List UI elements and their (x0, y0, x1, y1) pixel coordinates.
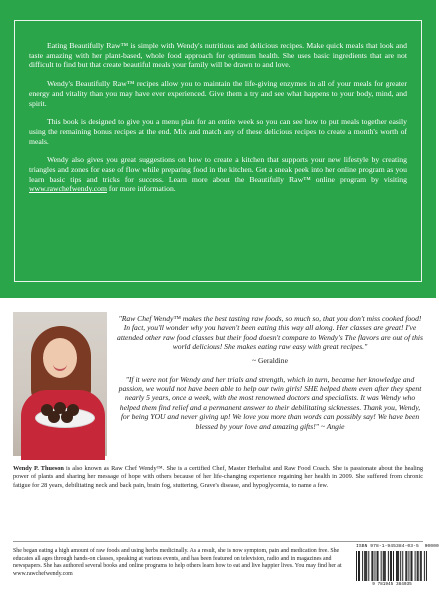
isbn-label (356, 544, 439, 549)
barcode-bar (368, 551, 369, 581)
author-face (43, 338, 77, 378)
barcode-bars (356, 551, 428, 581)
barcode-bar (377, 551, 378, 581)
barcode-bar (424, 551, 425, 581)
truffle-4 (48, 411, 60, 423)
intro-paragraph-4 (29, 155, 407, 194)
price-code: 90000 (424, 544, 439, 549)
intro-paragraph-2: Wendy's Beautifully Raw™ recipes allow you to maintain the life-giving enzymes in all of your meals for greater energy and vitality than you may have ever experienced. Give them a try and see what happens to your body, mind, and spirit. (29, 79, 407, 108)
barcode-bar (391, 551, 392, 581)
barcode-bar (397, 551, 398, 581)
barcode (356, 544, 439, 590)
barcode-bar (375, 551, 376, 581)
barcode-bar (412, 551, 413, 581)
barcode-bar (388, 551, 389, 581)
barcode-bar (359, 551, 360, 581)
barcode-bar (406, 551, 407, 581)
author-photo (13, 312, 107, 456)
barcode-bar (390, 551, 391, 581)
barcode-bar (364, 551, 365, 581)
barcode-bar (384, 551, 385, 581)
barcode-bar (378, 551, 379, 581)
isbn-number: ISBN 978-1-945384-03-5 (356, 544, 419, 549)
barcode-bar (417, 551, 418, 581)
barcode-graphic (356, 551, 428, 581)
barcode-bar (396, 551, 397, 581)
barcode-bar (362, 551, 363, 581)
barcode-bar (398, 551, 399, 581)
barcode-bar (372, 551, 373, 581)
intro-paragraph-1: Eating Beautifully Raw™ is simple with Wendy's nutritious and delicious recipes. Make quick meals that look and taste amazing with her plant-based, whole food approach for optimum health. She uses basic ingredients that are not difficult to find but that create beautiful meals your family will be drawn to and love. (29, 41, 407, 70)
barcode-bar (371, 551, 372, 581)
barcode-bar (420, 551, 421, 581)
barcode-bar (383, 551, 384, 581)
testimonials (117, 314, 423, 431)
barcode-bar (402, 551, 403, 581)
barcode-number: 9 781945 384035 (372, 582, 412, 587)
barcode-bar (415, 551, 416, 581)
barcode-bar (418, 551, 419, 581)
intro-paragraph-4-end: for more information. (106, 184, 176, 194)
barcode-bar (408, 551, 409, 581)
barcode-bar (365, 551, 366, 581)
testimonial-1-quote: "Raw Chef Wendy™ makes the best tasting raw foods, so much so, that you don't miss cooked food! In fact, you'll wonder why you haven't been eating this way all along. Her classes are great! I've attended other raw food classes but their food doesn't compare to Wendy's The flavors are out of this world delicious! She makes eating raw easy with great recipes." (117, 314, 423, 352)
author-bio (13, 465, 423, 490)
barcode-bar (385, 551, 386, 581)
barcode-bar (400, 551, 401, 581)
author-bio-continued: She began eating a high amount of raw foods and using herbs medicinally. As a result, she is now symptom, pain and medication free. She educates all ages through hands-on classes, speaking at various events, and has been featured on television, radio and in magazines and newspapers. She has authored several books and online programs to help others learn how to eat and live happier lives. You may find her at www.rawchefwendy.com (13, 548, 342, 577)
barcode-bar (393, 551, 394, 581)
green-description-panel (0, 0, 436, 298)
barcode-bar (356, 551, 357, 581)
intro-paragraph-4-text: Wendy also gives you great suggestions on how to create a kitchen that supports your new lifestyle by creating triangles and zones for ease of flow while preparing food in the kitchen. Get a sneak peek into her online program as you learn basic tips and tricks for success. Learn more about the Beautifully Raw™ online program by visiting (29, 155, 407, 184)
barcode-bar (358, 551, 359, 581)
website-link[interactable]: www.rawchefwendy.com (29, 184, 107, 194)
barcode-bar (405, 551, 406, 581)
testimonial-2-quote: "If it were not for Wendy and her trials and strength, which in turn, became her knowledge and passion, we would not have been able to help our twin girls! SHE helped them even after they spent nearly 5 years, once a week, with the most renowned doctors and specialists. It was Wendy who helped them find relief and a permanent answer to their debilitating sicknesses. Thank you, Wendy, for being YOU and never giving up! We love you more than words can possibly say! We have been blessed by your love and amazing gifts!" ~ Angie (118, 374, 422, 431)
barcode-bar (421, 551, 422, 581)
intro-paragraph-3: This book is designed to give you a menu plan for an entire week so you can see how to put meals together easily using the remaining bonus recipes at the end. Mix and match any of these delicious recipes to create a month's worth of meals. (29, 117, 407, 146)
barcode-bar (381, 551, 382, 581)
section-divider (13, 541, 423, 542)
barcode-bar (366, 551, 367, 581)
truffle-5 (61, 411, 73, 423)
barcode-bar (411, 551, 412, 581)
description-frame (14, 20, 422, 282)
author-name: Wendy P. Thueson (13, 465, 64, 472)
barcode-bar (426, 551, 427, 581)
author-bio-text: is also known as Raw Chef Wendy™. She is a certified Chef, Master Herbalist and Raw Food Coach. She is passionate about the healing power of plants and sharing her message of hope with others because of her life-changing experience regaining her health in 2009. She suffered from chronic fatigue for 28 years, debilitating neck and back pain, brain fog, stuttering, Grave's disease, and hypoglycemia, to name a few. (13, 465, 424, 489)
testimonial-1-author: ~ Geraldine (252, 355, 288, 365)
